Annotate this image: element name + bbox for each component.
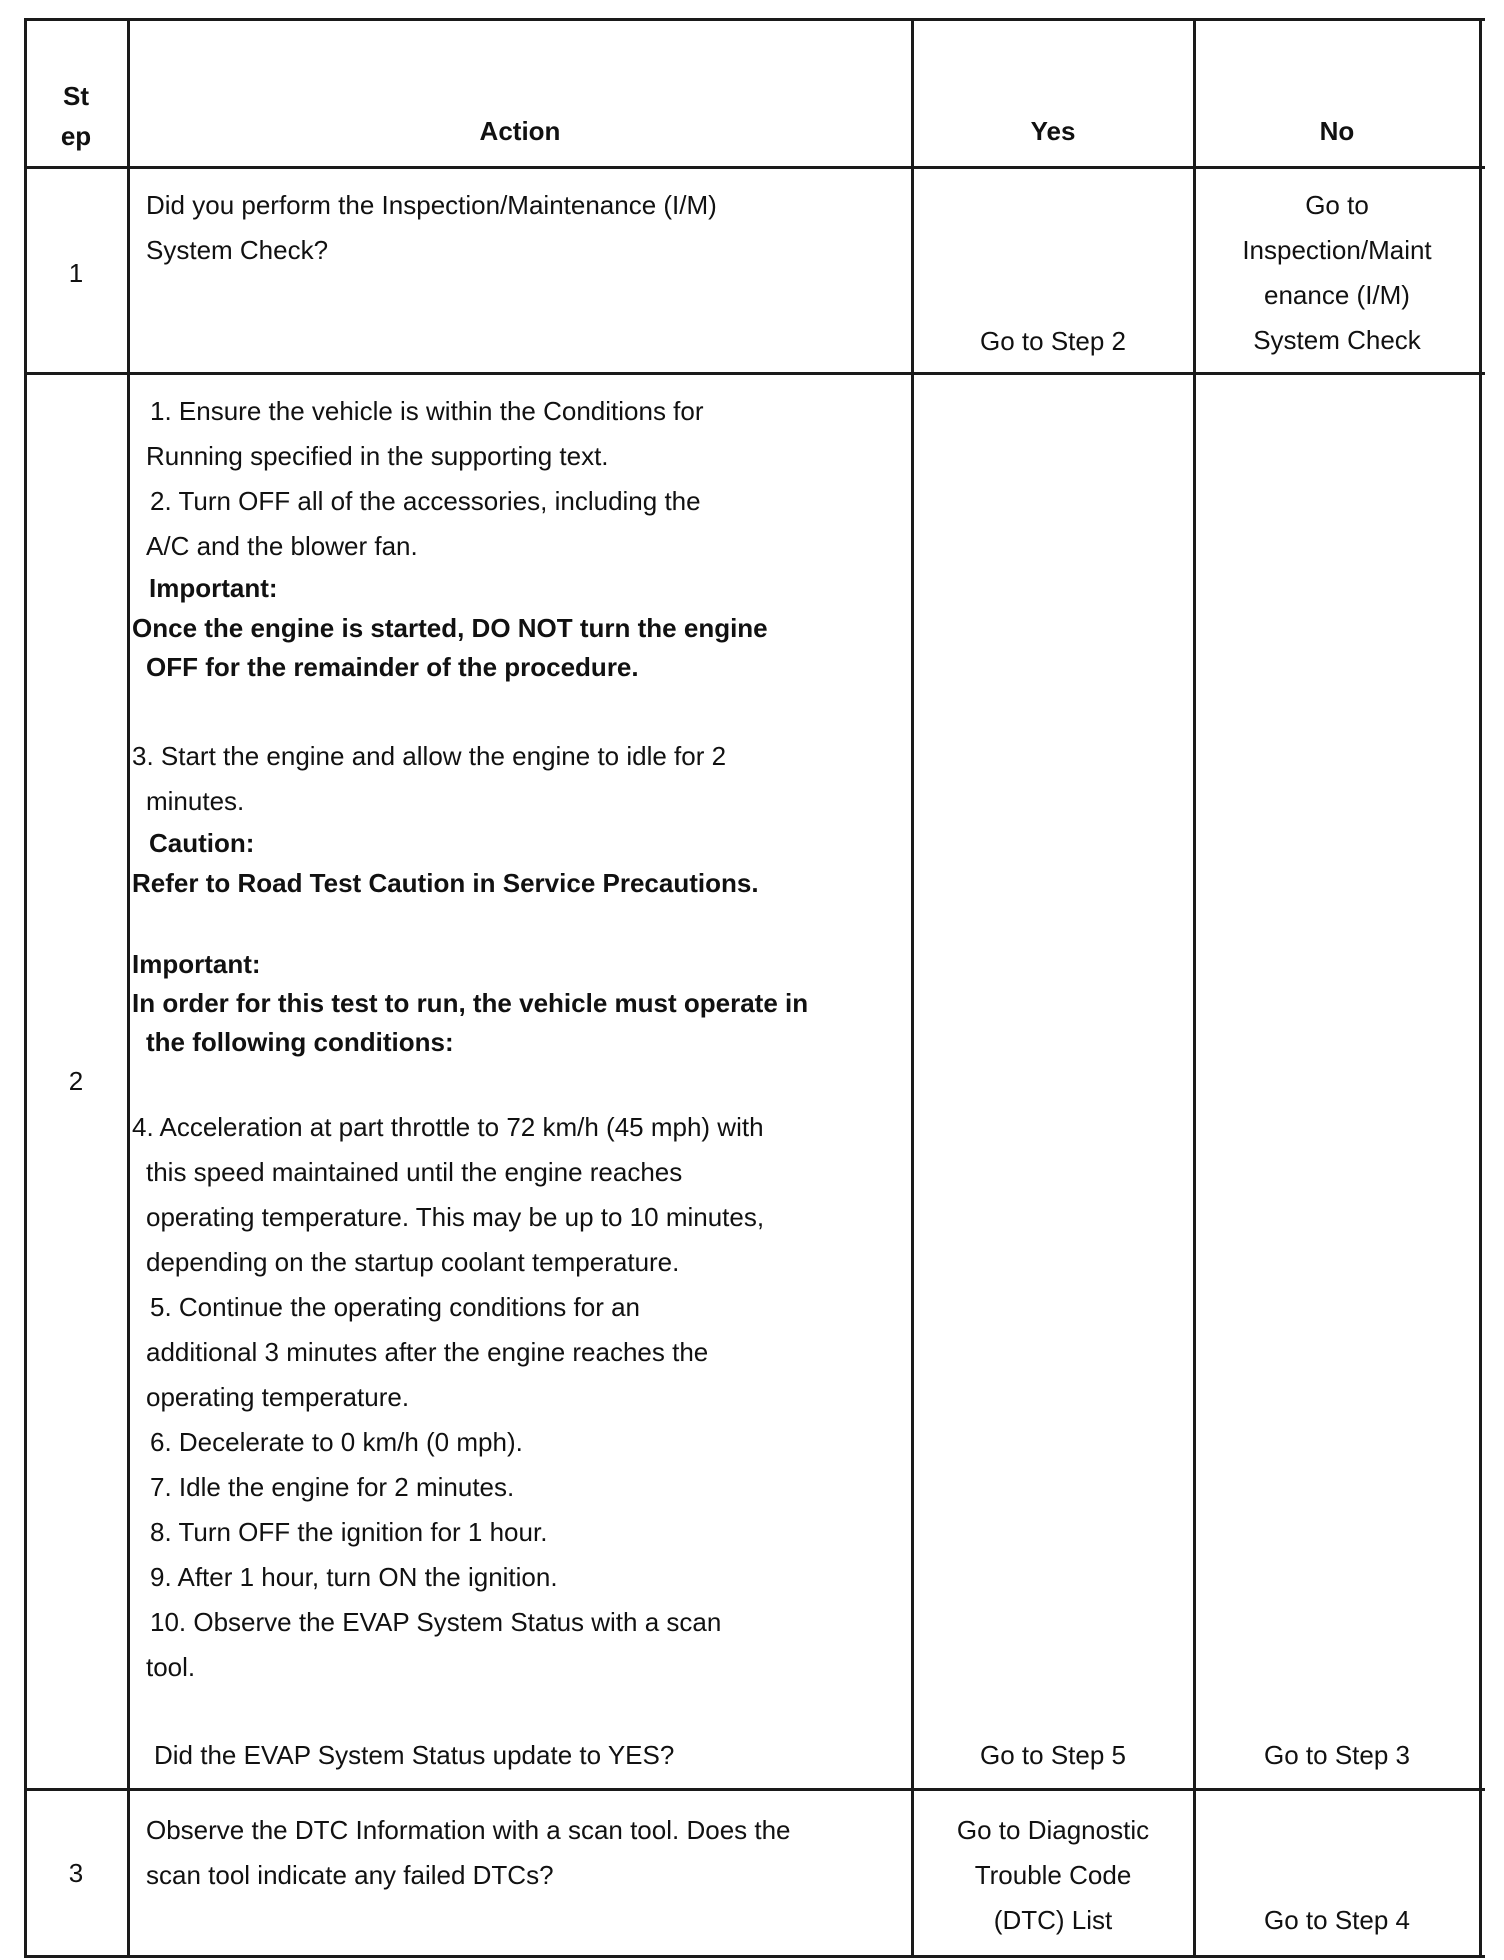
- row1-no-line3: enance (I/M): [1264, 280, 1410, 310]
- step2-line-a: 2. Turn OFF all of the accessories, including the: [150, 486, 701, 516]
- action-column-divider: [911, 18, 914, 1958]
- step4-line-a: 4. Acceleration at part throttle to 72 km/h (45 mph) with: [132, 1112, 764, 1142]
- step2-line-b: A/C and the blower fan.: [146, 531, 418, 561]
- important1-label: Important:: [149, 573, 278, 603]
- row1-yes: Go to Step 2: [980, 326, 1126, 356]
- important2-line-a: In order for this test to run, the vehicle must operate in: [132, 988, 809, 1018]
- step1-line-b: Running specified in the supporting text.: [146, 441, 609, 471]
- step4-line-d: depending on the startup coolant temperature.: [146, 1247, 680, 1277]
- caution-text: Refer to Road Test Caution in Service Precautions.: [132, 868, 759, 898]
- table-border-right: [1479, 18, 1482, 1958]
- header-action: Action: [479, 116, 561, 146]
- step-column-divider: [127, 18, 130, 1958]
- header-no: No: [1319, 116, 1355, 146]
- step4-line-c: operating temperature. This may be up to 10 minutes,: [146, 1202, 765, 1232]
- row2-divider: [24, 1788, 1485, 1791]
- step3-line-a: 3. Start the engine and allow the engine to idle for 2: [132, 741, 727, 771]
- step8: 8. Turn OFF the ignition for 1 hour.: [150, 1517, 548, 1547]
- step9: 9. After 1 hour, turn ON the ignition.: [150, 1562, 558, 1592]
- row2-question: Did the EVAP System Status update to YES?: [154, 1740, 675, 1770]
- row1-no: [1196, 183, 1478, 363]
- row3-yes: [914, 1808, 1192, 1943]
- header-step-line1: St: [63, 81, 89, 111]
- important1-line-a: Once the engine is started, DO NOT turn the engine: [132, 613, 768, 643]
- important2-line-b: the following conditions:: [146, 1027, 454, 1057]
- step5-line-c: operating temperature.: [146, 1382, 410, 1412]
- table-border-bottom: [24, 1955, 1485, 1958]
- header-yes: Yes: [1030, 116, 1076, 146]
- step7: 7. Idle the engine for 2 minutes.: [150, 1472, 515, 1502]
- row3-yes-line3: (DTC) List: [993, 1905, 1113, 1935]
- step10-line-b: tool.: [146, 1652, 196, 1682]
- header-step-line2: ep: [60, 121, 92, 151]
- step4-line-b: this speed maintained until the engine reaches: [146, 1157, 683, 1187]
- row1-no-line2: Inspection/Maint: [1242, 235, 1432, 265]
- row3-yes-line2: Trouble Code: [974, 1860, 1132, 1890]
- row2-yes: Go to Step 5: [980, 1740, 1126, 1770]
- row1-action-line1: Did you perform the Inspection/Maintenance (I/M): [146, 190, 717, 220]
- row1-no-line4: System Check: [1253, 325, 1421, 355]
- caution-label: Caution:: [149, 828, 255, 858]
- important2-label: Important:: [132, 949, 261, 979]
- step10-line-a: 10. Observe the EVAP System Status with a scan: [150, 1607, 722, 1637]
- row3-step: 3: [68, 1858, 84, 1888]
- row1-divider: [24, 372, 1485, 375]
- step1-line-a: 1. Ensure the vehicle is within the Conditions for: [150, 396, 704, 426]
- header-divider: [24, 166, 1485, 169]
- table-border-top: [24, 18, 1485, 21]
- step5-line-a: 5. Continue the operating conditions for an: [150, 1292, 641, 1322]
- step3-line-b: minutes.: [146, 786, 245, 816]
- table-border-left: [24, 18, 27, 1958]
- row2-step: 2: [68, 1066, 84, 1096]
- step6: 6. Decelerate to 0 km/h (0 mph).: [150, 1427, 523, 1457]
- row2-no: Go to Step 3: [1264, 1740, 1410, 1770]
- row3-action-line1: Observe the DTC Information with a scan tool. Does the: [146, 1815, 791, 1845]
- row3-action-line2: scan tool indicate any failed DTCs?: [146, 1860, 554, 1890]
- row1-no-line1: Go to: [1305, 190, 1369, 220]
- row3-no: Go to Step 4: [1264, 1905, 1410, 1935]
- header-step: [26, 76, 126, 156]
- row1-step: 1: [68, 258, 84, 288]
- row1-action-line2: System Check?: [146, 235, 329, 265]
- important1-line-b: OFF for the remainder of the procedure.: [146, 652, 639, 682]
- row3-yes-line1: Go to Diagnostic: [956, 1815, 1150, 1845]
- step5-line-b: additional 3 minutes after the engine reaches the: [146, 1337, 709, 1367]
